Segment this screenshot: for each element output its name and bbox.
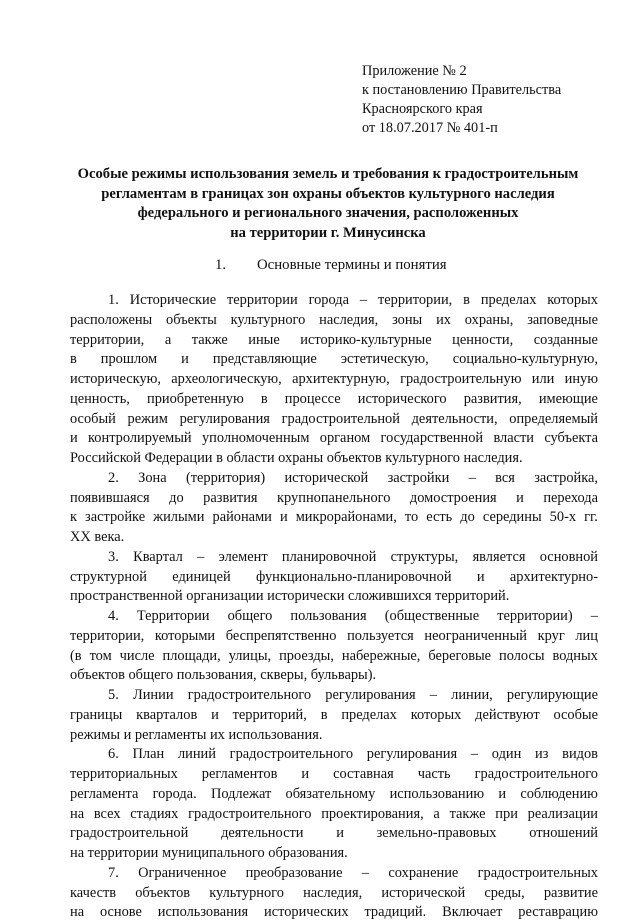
body-line: (в том числе площади, улицы, проезды, набережные, береговые полосы водных	[70, 647, 598, 664]
body-line: ценность, приобретенную в процессе исторического развития, имеющие	[70, 390, 598, 407]
title-line: на территории г. Минусинска	[230, 224, 426, 241]
appendix-line: к постановлению Правительства	[362, 82, 562, 98]
body-line: к застройке жилыми районами и микрорайонами, то есть до середины 50-х гг.	[70, 509, 598, 526]
document-body	[70, 291, 598, 923]
body-line: 5. Линии градостроительного регулирования – линии, регулирующие	[108, 687, 598, 703]
document-title	[58, 165, 598, 243]
body-line: территории, а также иные историко-культурные ценности, созданные	[70, 331, 598, 348]
body-line: на основе использования исторических традиций. Включает реставрацию	[70, 904, 598, 921]
body-line: территориальных регламентов и составная часть градостроительного	[70, 766, 598, 782]
body-line: регламента города. Подлежат обязательному использованию и соблюдению	[70, 785, 598, 802]
section-number: 1.	[215, 257, 227, 273]
body-line: расположены объекты культурного наследия, зоны их охраны, заповедные	[70, 311, 598, 328]
body-line: на всех стадиях градостроительного проектирования, а также при реализации	[70, 805, 598, 822]
body-line: историческую, археологическую, архитектурную, градостроительную или иную	[70, 371, 598, 387]
body-line: 7. Ограниченное преобразование – сохранение градостроительных	[108, 864, 598, 881]
body-line: Российской Федерации в области охраны объектов культурного наследия.	[70, 450, 523, 466]
body-line: 4. Территории общего пользования (общественные территории) –	[108, 608, 598, 624]
body-line: пространственной организации исторически сложившихся территорий.	[70, 588, 510, 605]
body-line: особый режим регулирования градостроительной деятельности, определяемый	[70, 410, 598, 427]
title-line: регламентам в границах зон охраны объектов культурного наследия	[101, 185, 555, 202]
appendix-header	[362, 62, 561, 138]
appendix-line: от 18.07.2017 № 401-п	[362, 120, 498, 136]
body-line: структурной единицей функционально-планировочной и архитектурно-	[70, 568, 598, 585]
body-line: 1. Исторические территории города – территории, в пределах которых	[108, 292, 598, 308]
body-line: на территории муниципального образования.	[70, 845, 348, 861]
section-heading	[215, 255, 447, 275]
body-line: режимы и регламенты их использования.	[70, 726, 323, 743]
appendix-line: Приложение № 2	[362, 63, 467, 79]
title-line: Особые режимы использования земель и требования к градостроительным	[77, 166, 579, 182]
body-line: границы кварталов и территорий, в пределах которых действуют особые	[70, 706, 598, 723]
body-line: 3. Квартал – элемент планировочной структуры, является основной	[108, 548, 598, 565]
body-line: качеств объектов культурного наследия, исторической среды, развитие	[70, 884, 598, 901]
body-line: территории, которыми беспрепятственно пользуется неограниченный круг лиц	[70, 627, 598, 644]
body-line: объектов общего пользования, скверы, бульвары).	[70, 667, 377, 684]
body-line: 6. План линий градостроительного регулирования – один из видов	[108, 746, 598, 763]
section-title: Основные термины и понятия	[257, 257, 447, 273]
body-line: градостроительной деятельности и земельно-правовых отношений	[70, 825, 598, 842]
body-line: 2. Зона (территория) исторической застройки – вся застройка,	[108, 469, 598, 486]
appendix-line: Красноярского края	[362, 101, 483, 117]
body-line: и контролируемый уполномоченным органом государственной власти субъекта	[70, 430, 598, 447]
body-line: появившаяся до развития крупнопанельного домостроения и перехода	[70, 489, 598, 506]
body-line: XX века.	[70, 529, 125, 545]
body-line: в прошлом и представляющие эстетическую, социально-культурную,	[70, 351, 598, 368]
title-line: федерального и регионального значения, расположенных	[137, 205, 519, 221]
